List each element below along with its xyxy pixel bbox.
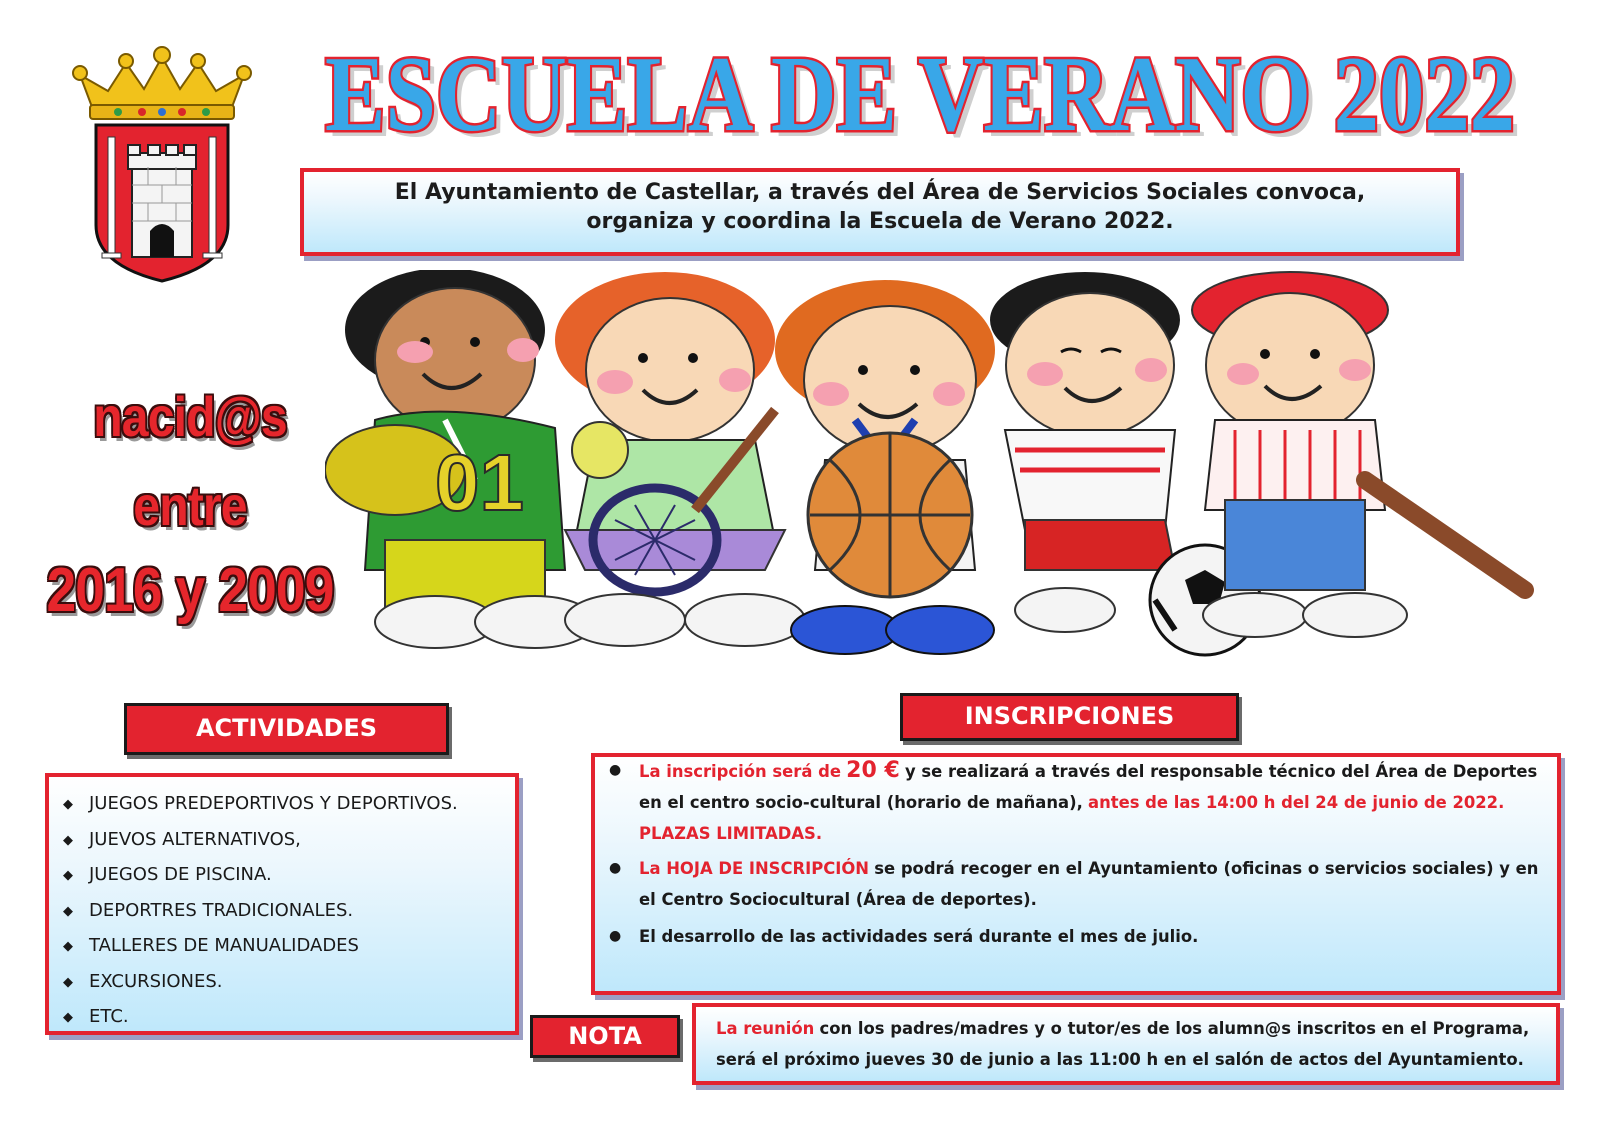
kid-1-figure (325, 270, 595, 648)
svg-text:01: 01 (435, 438, 524, 527)
diamond-bullet-icon: ◆ (63, 797, 73, 812)
activities-heading: ACTIVIDADES (124, 703, 449, 755)
castle-tower-icon (128, 145, 196, 257)
activities-box (45, 773, 519, 1035)
diamond-bullet-icon: ◆ (63, 903, 73, 919)
crown-icon (73, 47, 251, 119)
bullet-icon: ● (609, 762, 622, 778)
diamond-bullet-icon: ◆ (63, 1010, 73, 1025)
diamond-bullet-icon: ◆ (63, 939, 73, 954)
born-label-line-1: nacid@s (93, 385, 287, 448)
diamond-bullet-icon: ◆ (63, 974, 73, 990)
title-text: ESCUELA DE VERANO 2022 (325, 38, 1515, 154)
note-box (692, 1003, 1560, 1085)
bullet-icon: ● (609, 860, 622, 876)
coat-of-arms-logo (58, 45, 266, 285)
born-label-line-2: entre (133, 474, 247, 537)
page-title (290, 38, 1550, 156)
intro-text (304, 178, 1456, 236)
list-item: ◆ EXCURSIONES. (63, 965, 458, 1001)
registrations-box: ● La inscripción será de 20 € y se realizará a través del responsable técnico del Área de Deportes en el centro socio-cultural (horario de mañana), antes de las 14:00 h del 24 de junio de 2022. PLAZAS LIMITADAS. ● La HOJA DE INSCRIPCIÓN se podrá recoger en el Ayuntamiento (oficinas o servicios sociales) y en el Centro Sociocultural (Área de deportes). ● El desarrollo de las actividades será durante el mes de julio. (591, 753, 1561, 995)
kid-5-figure (1192, 272, 1525, 637)
activities-list (63, 787, 458, 1036)
list-item: ◆ JUEVOS ALTERNATIVOS, (63, 823, 458, 859)
intro-line-2: organiza y coordina la Escuela de Verano 2022. (586, 209, 1174, 234)
bullet-icon: ● (609, 928, 622, 944)
kid-2-figure (555, 272, 805, 646)
diamond-bullet-icon: ◆ (63, 832, 73, 848)
price: 20 € (846, 758, 900, 783)
diamond-bullet-icon: ◆ (63, 868, 73, 883)
registrations-heading: INSCRIPCIONES (900, 693, 1239, 741)
kid-3-figure (775, 280, 995, 654)
list-item: ◆ TALLERES DE MANUALIDADES (63, 929, 458, 965)
list-item: ◆ DEPORTRES TRADICIONALES. (63, 894, 458, 930)
list-item: ◆ ETC. (63, 1000, 458, 1036)
born-years: 2016 y 2009 (46, 556, 334, 625)
intro-box (300, 168, 1460, 256)
list-item: ◆ JUEGOS DE PISCINA. (63, 858, 458, 894)
list-item: ◆ JUEGOS PREDEPORTIVOS Y DEPORTIVOS. (63, 787, 458, 823)
note-text: La reunión con los padres/madres y o tutor/es de los alumn@s inscritos en el Programa, será el próximo jueves 30 de junio a las 11:00 h en el salón de actos del Ayuntamiento. (716, 1019, 1530, 1069)
intro-line-1: El Ayuntamiento de Castellar, a través del Área de Servicios Sociales convoca, (394, 180, 1366, 205)
note-heading: NOTA (530, 1015, 680, 1058)
kids-illustration (325, 270, 1565, 670)
svg-text:ESCUELA DE VERANO 2022: ESCUELA DE VERANO 2022 (331, 41, 1521, 156)
